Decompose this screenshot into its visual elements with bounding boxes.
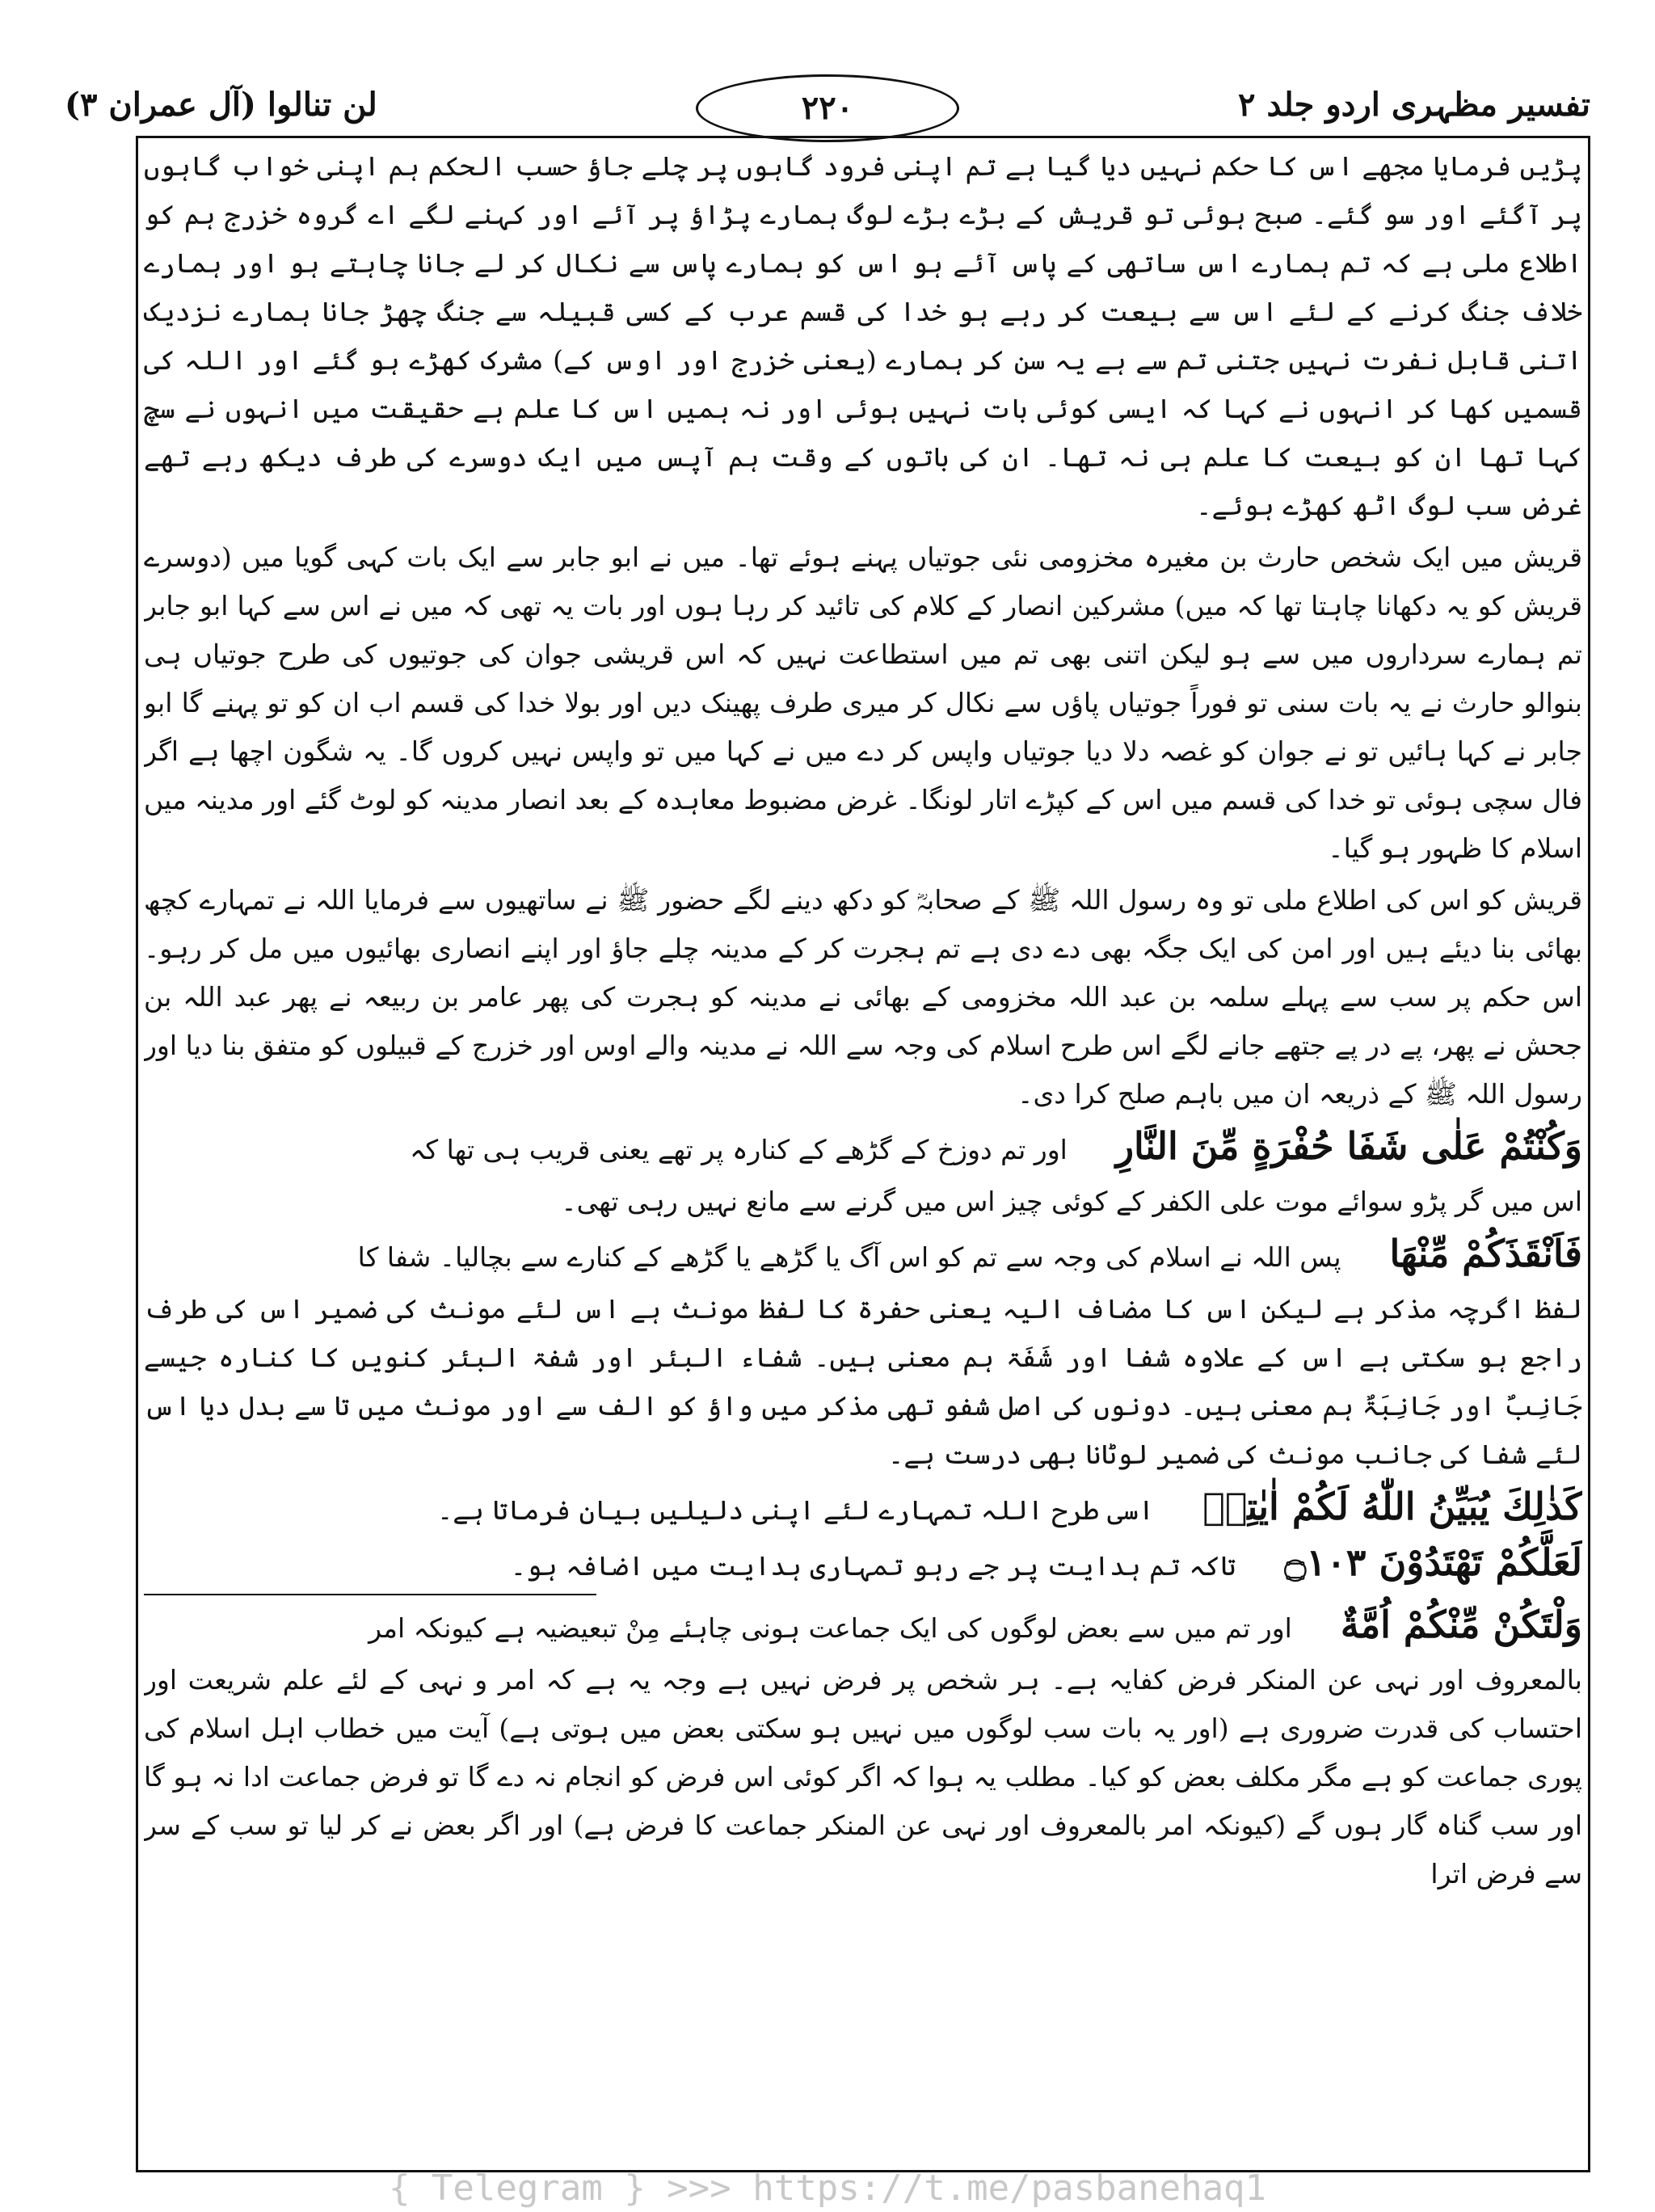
page-header: [65, 71, 1590, 136]
book-title: تفسیر مظہری اردو جلد ۲: [1238, 86, 1590, 124]
verse-row: [144, 1600, 1582, 1653]
verse-row: [144, 1229, 1582, 1282]
verse-row: [144, 1538, 1582, 1591]
verse-translation: اور تم دوزخ کے گڑھے کے کنارہ پر تھے یعنی قریب ہی تھا کہ: [410, 1134, 1068, 1165]
quran-verse: كَذٰلِكَ يُبَيِّنُ اللّٰهُ لَكُمْ اٰيٰتِهٖ: [1202, 1485, 1582, 1528]
quran-verse: لَعَلَّكُمْ تَهْتَدُوْنَ ۝۱۰۳: [1284, 1540, 1582, 1584]
verse-translation: اور تم میں سے بعض لوگوں کی ایک جماعت ہونی چاہئے مِنْ تبعیضیہ ہے کیونکہ امر: [368, 1612, 1292, 1644]
verse-translation: پس اللہ نے اسلام کی وجہ سے تم کو اس آگ یا گڑھے یا گڑھے کے کنارے سے بچالیا۔ شفا کا: [357, 1241, 1341, 1273]
verse-translation: تاکہ تم ہدایت پر جے رہو تمہاری ہدایت میں اضافہ ہو۔: [510, 1550, 1236, 1582]
quran-verse: وَلْتَكُنْ مِّنْكُمْ اُمَّةٌ: [1340, 1603, 1582, 1646]
verse-row: [144, 1482, 1582, 1535]
paragraph: قریش کو اس کی اطلاع ملی تو وہ رسول اللہ ﷺ کے صحابہؓ کو دکھ دینے لگے حضور ﷺ نے ساتھیوں سے فرمایا اللہ نے تمہارے کچھ بھائی بنا دیئے ہیں اور امن کی ایک جگہ بھی دے دی ہے تم ہجرت کر کے مدینہ چلے جاؤ اور اپنے انصاری بھائیوں میں مل کر رہو۔ اس حکم پر سب سے پہلے سلمہ بن عبد اللہ مخزومی کے بھائی نے مدینہ کو ہجرت کی پھر عامر بن ربیعہ نے پھر عبد اللہ بن جحش نے پھر، پے در پے جتھے جانے لگے اس طرح اسلام کی وجہ سے اللہ نے مدینہ والے اوس اور خزرج کے قبیلوں کو متفق بنا دیا اور رسول اللہ ﷺ کے ذریعہ ان میں باہم صلح کرا دی۔: [144, 884, 1582, 1110]
quran-verse: وَكُنْتُمْ عَلٰى شَفَا حُفْرَةٍ مِّنَ النَّارِ: [1115, 1124, 1582, 1168]
paragraph: قریش میں ایک شخص حارث بن مغیرہ مخزومی نئی جوتیاں پہنے ہوئے تھا۔ میں نے ابو جابر سے ایک بات کہی گویا میں (دوسرے قریش کو یہ دکھانا چاہتا تھا کہ میں) مشرکین انصار کے کلام کی تائید کر رہا ہوں اور بات یہ تھی کہ میں نے اس سے کہا ابو جابر تم ہمارے سرداروں میں سے ہو لیکن اتنی بھی تم میں استطاعت نہیں کہ اس قریشی جوان کی جوتیوں کی طرح جوتیاں ہی بنوالو حارث نے یہ بات سنی تو فوراً جوتیاں پاؤں سے نکال کر میری طرف پھینک دیں اور بولا خدا کی قسم اب ان کو تو پہنے گا ابو جابر نے کہا ہائیں تو نے جوان کو غصہ دلا دیا جوتیاں واپس کر دے میں نے کہا میں تو واپس نہیں کروں گا۔ یہ شگون اچھا ہے اگر فال سچی ہوئی تو خدا کی قسم میں اس کے کپڑے اتار لونگا۔ غرض مضبوط معاہدہ کے بعد انصار مدینہ کو لوٹ گئے اور مدینہ میں اسلام کا ظہور ہو گیا۔: [144, 541, 1582, 864]
quran-verse: فَاَنْقَذَكُمْ مِّنْهَا: [1389, 1232, 1582, 1275]
page-number: ۲۲۰: [696, 74, 959, 142]
verse-commentary: بالمعروف اور نہی عن المنکر فرض کفایہ ہے۔ ہر شخص پر فرض نہیں ہے وجہ یہ ہے کہ امر و نہی کے لئے علم شریعت اور احتساب کی قدرت ضروری ہے (اور یہ بات سب لوگوں میں نہیں ہو سکتی بعض میں ہوتی ہے) آیت میں خطاب اہل اسلام کی پوری جماعت کو ہے مگر مکلف بعض کو کیا۔ مطلب یہ ہوا کہ اگر کوئی اس فرض کو انجام نہ دے گا تو فرض جماعت ادا نہ ہو گا اور سب گناہ گار ہوں گے (کیونکہ امر بالمعروف اور نہی عن المنکر جماعت کا فرض ہے) اور اگر بعض نے کر لیا تو سب کے سر سے فرض اترا: [144, 1664, 1582, 1890]
paragraph: پڑیں فرمایا مجھے اس کا حکم نہیں دیا گیا ہے تم اپنی فرود گاہوں پر چلے جاؤ حسب الحکم ہم اپنی خواب گاہوں پر آگئے اور سو گئے۔ صبح ہوئی تو قریش کے بڑے بڑے لوگ ہمارے پڑاؤ پر آئے اور کہنے لگے اے گروہ خزرج ہم کو اطلاع ملی ہے کہ تم ہمارے اس ساتھی کے پاس آئے ہو اس کو ہمارے پاس سے نکال کر لے جانا چاہتے ہو اور ہمارے خلاف جنگ کرنے کے لئے اس سے بیعت کر رہے ہو خدا کی قسم عرب کے کسی قبیلہ سے جنگ چھڑ جانا ہمارے نزدیک اتنی قابل نفرت نہیں جتنی تم سے ہے یہ سن کر ہمارے (یعنی خزرج اور اوس کے) مشرک کھڑے ہو گئے اور اللہ کی قسمیں کھا کر انہوں نے کہا کہ ایسی کوئی بات نہیں ہوئی اور نہ ہمیں اس کا علم ہے حقیقت میں انہوں نے سچ کہا تھا ان کو بیعت کا علم ہی نہ تھا۔ ان کی باتوں کے وقت ہم آپس میں ایک دوسرے کی طرف دیکھ رہے تھے غرض سب لوگ اٹھ کھڑے ہوئے۔: [144, 150, 1582, 521]
section-divider: [144, 1594, 596, 1595]
verse-commentary: لفظ اگرچہ مذکر ہے لیکن اس کا مضاف الیہ یعنی حفرۃ کا لفظ مونث ہے اس لئے مونث کی ضمیر اس کی طرف راجع ہو سکتی ہے اس کے علاوہ شفا اور شَفَۃ ہم معنی ہیں۔ شفاء البئر اور شفۃ البئر کنویں کا کنارہ جیسے جَانِبٌ اور جَانِبَۃٌ ہم معنی ہیں۔ دونوں کی اصل شفو تھی مذکر میں واؤ کو الف سے اور مونث میں تا سے بدل دیا اس لئے شفا کی جانب مونث کی ضمیر لوٹانا بھی درست ہے۔: [144, 1293, 1582, 1470]
telegram-watermark: { Telegram } >>> https://t.me/pasbanehaq1: [388, 2168, 1267, 2209]
verse-commentary: اس میں گر پڑو سوائے موت علی الکفر کے کوئی چیز اس میں گرنے سے مانع نہیں رہی تھی۔: [561, 1186, 1582, 1217]
page-body: [144, 142, 1582, 2163]
verse-row: [144, 1122, 1582, 1174]
verse-translation: اسی طرح اللہ تمہارے لئے اپنی دلیلیں بیان فرماتا ہے۔: [436, 1494, 1155, 1526]
section-title: لن تنالوا (آل عمران ۳): [65, 86, 377, 124]
